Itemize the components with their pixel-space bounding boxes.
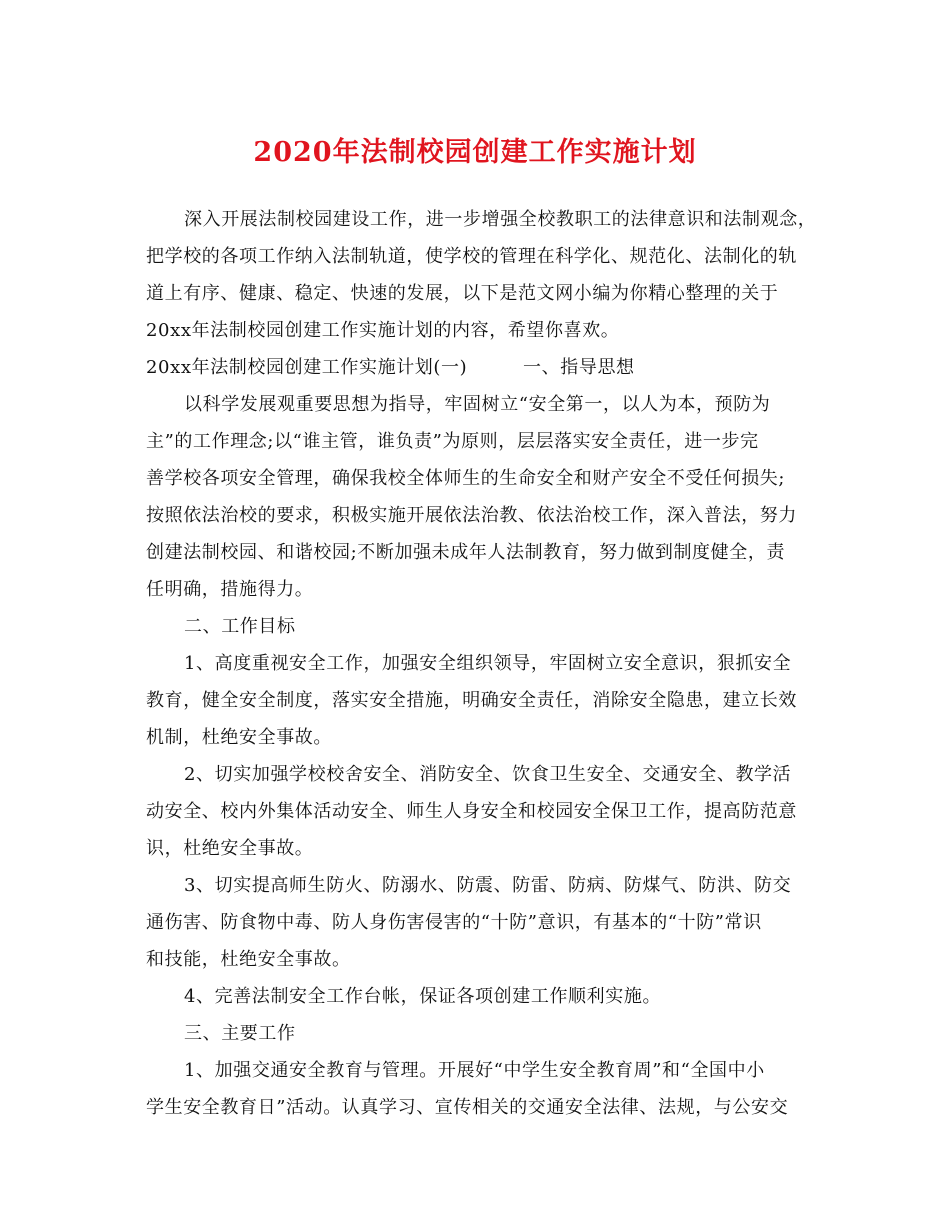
paragraph-line: 把学校的各项工作纳入法制轨道，使学校的管理在科学化、规范化、法制化的轨 xyxy=(146,246,797,267)
paragraph-line: 学生安全教育日”活动。认真学习、宣传相关的交通安全法律、法规，与公安交 xyxy=(146,1097,789,1118)
paragraph-line: 按照依法治校的要求，积极实施开展依法治教、依法治校工作，深入普法，努力 xyxy=(146,505,797,526)
section-heading-line: 20xx年法制校园创建工作实施计划(一) 一、指导思想 xyxy=(146,357,635,378)
paragraph-line: 教育，健全安全制度，落实安全措施，明确安全责任，消除安全隐患，建立长效 xyxy=(146,690,797,711)
paragraph-line: 深入开展法制校园建设工作，进一步增强全校教职工的法律意识和法制观念， xyxy=(184,209,817,230)
paragraph-line: 任明确，措施得力。 xyxy=(146,579,314,600)
section-heading: 二、工作目标 xyxy=(184,616,296,637)
paragraph-line: 主”的工作理念;以“谁主管，谁负责”为原则，层层落实安全责任，进一步完 xyxy=(146,431,759,452)
paragraph-line: 和技能，杜绝安全事故。 xyxy=(146,949,351,970)
paragraph-line: 2、切实加强学校校舍安全、消防安全、饮食卫生安全、交通安全、教学活 xyxy=(184,764,792,785)
paragraph-line: 4、完善法制安全工作台帐，保证各项创建工作顺利实施。 xyxy=(184,986,662,1007)
paragraph-line: 动安全、校内外集体活动安全、师生人身安全和校园安全保卫工作，提高防范意 xyxy=(146,801,797,822)
paragraph-line: 善学校各项安全管理，确保我校全体师生的生命安全和财产安全不受任何损失; xyxy=(146,468,786,489)
paragraph-line: 3、切实提高师生防火、防溺水、防震、防雷、防病、防煤气、防洪、防交 xyxy=(184,875,792,896)
section-heading: 三、主要工作 xyxy=(184,1023,296,1044)
paragraph-line: 机制，杜绝安全事故。 xyxy=(146,727,332,748)
paragraph-line: 创建法制校园、和谐校园;不断加强未成年人法制教育，努力做到制度健全，责 xyxy=(146,542,786,563)
paragraph-line: 1、加强交通安全教育与管理。开展好“中学生安全教育周”和“全国中小 xyxy=(184,1060,765,1081)
paragraph-line: 以科学发展观重要思想为指导，牢固树立“安全第一，以人为本，预防为 xyxy=(184,394,771,415)
paragraph-line: 识，杜绝安全事故。 xyxy=(146,838,314,859)
paragraph-line: 1、高度重视安全工作，加强安全组织领导，牢固树立安全意识，狠抓安全 xyxy=(184,653,792,674)
document-title: 2020年法制校园创建工作实施计划 xyxy=(253,137,697,168)
paragraph-line: 通伤害、防食物中毒、防人身伤害侵害的“十防”意识，有基本的“十防”常识 xyxy=(146,912,762,933)
paragraph-line: 20xx年法制校园创建工作实施计划的内容，希望你喜欢。 xyxy=(146,320,620,341)
paragraph-line: 道上有序、健康、稳定、快速的发展，以下是范文网小编为你精心整理的关于 xyxy=(146,283,779,304)
